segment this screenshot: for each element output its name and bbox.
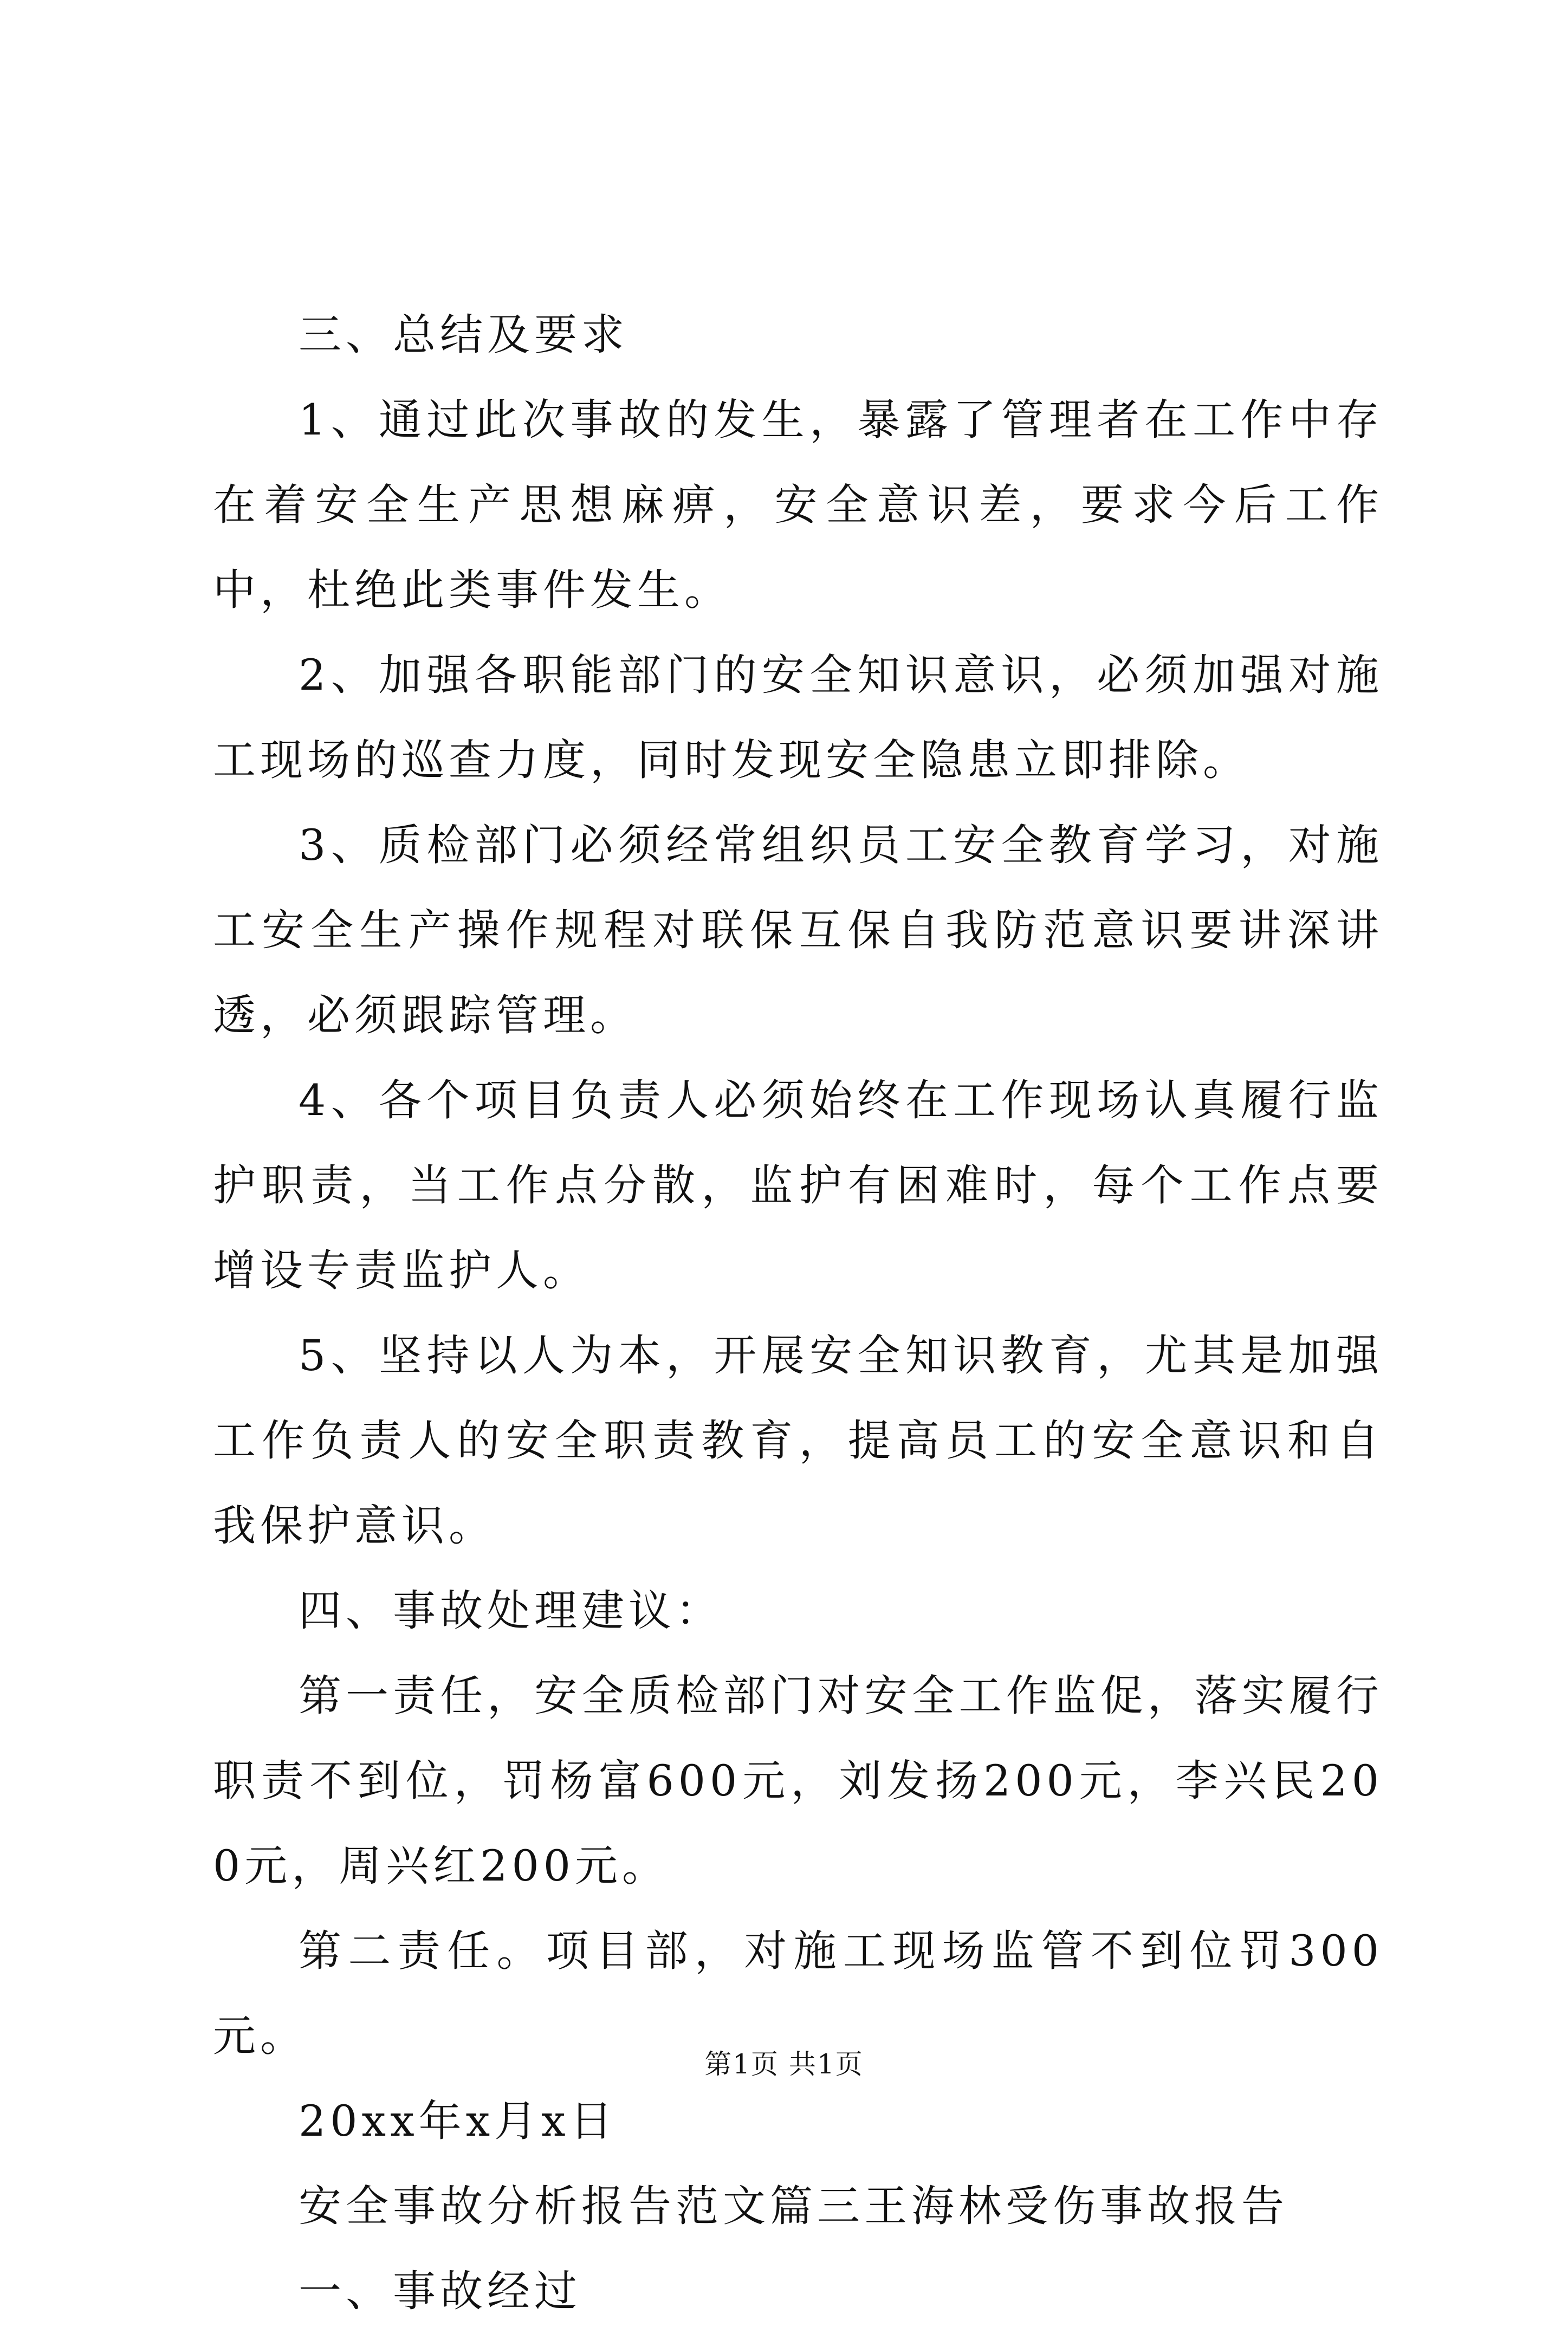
paragraph-item-3: 3、质检部门必须经常组织员工安全教育学习，对施工安全生产操作规程对联保互保自我防范意识要讲深讲透，必须跟踪管理。	[213, 820, 1383, 1040]
paragraph-item-2: 2、加强各职能部门的安全知识意识，必须加强对施工现场的巡查力度，同时发现安全隐患立即排除。	[213, 650, 1383, 785]
paragraph-item-4: 4、各个项目负责人必须始终在工作现场认真履行监护职责，当工作点分散，监护有困难时，每个工作点要增设专责监护人。	[213, 1075, 1383, 1295]
section-heading-summary: 三、总结及要求	[299, 310, 629, 360]
section-heading-incident: 一、事故经过	[299, 2266, 581, 2316]
paragraph-item-1: 1、通过此次事故的发生，暴露了管理者在工作中存在着安全生产思想麻痹，安全意识差，要求今后工作中，杜绝此类事件发生。	[213, 395, 1383, 615]
paragraph-item-5: 5、坚持以人为本，开展安全知识教育，尤其是加强工作负责人的安全职责教育，提高员工的安全意识和自我保护意识。	[213, 1331, 1383, 1551]
document-body	[213, 293, 1383, 2334]
section-heading-handling: 四、事故处理建议：	[299, 1586, 723, 1636]
document-date: 20xx年x月x日	[299, 2096, 617, 2146]
report-title: 安全事故分析报告范文篇三王海林受伤事故报告	[299, 2181, 1288, 2231]
page-footer: 第1页 共1页	[704, 2048, 864, 2080]
paragraph-first-responsibility: 第一责任，安全质检部门对安全工作监促，落实履行职责不到位，罚杨富600元，刘发扬200元，李兴民200元，周兴红200元。	[213, 1671, 1383, 1891]
paragraph-second-responsibility: 第二责任。项目部，对施工现场监管不到位罚300元。	[213, 1926, 1383, 2061]
